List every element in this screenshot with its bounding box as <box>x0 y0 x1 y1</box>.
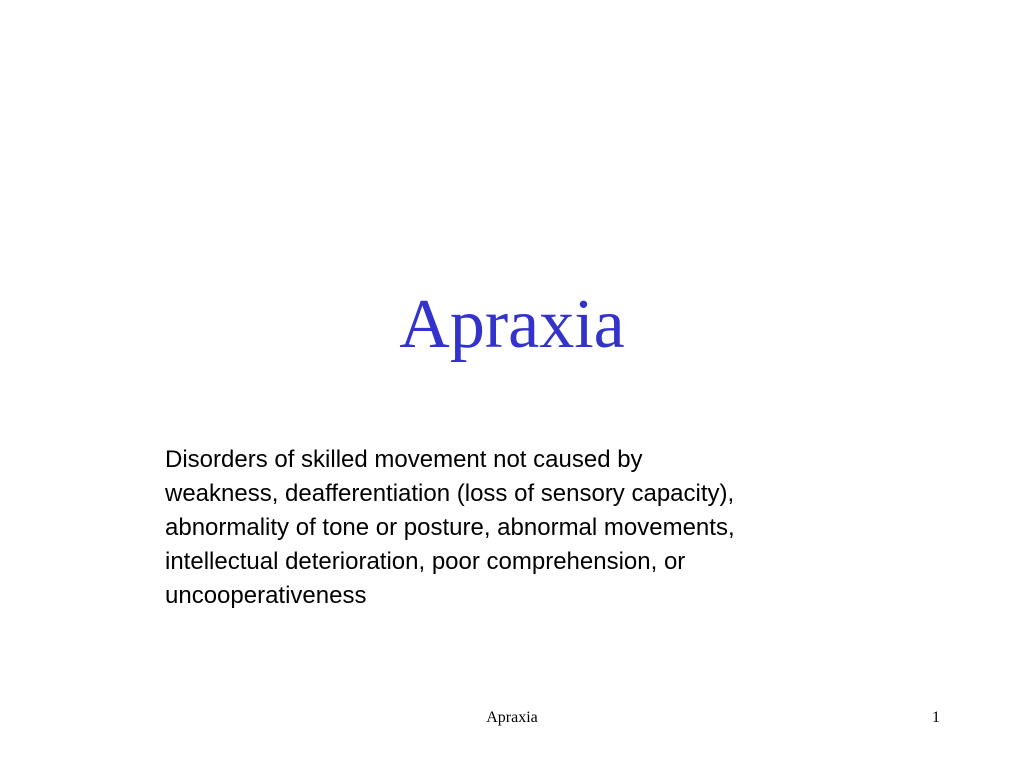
page-number: 1 <box>932 709 940 726</box>
body-line: abnormality of tone or posture, abnormal movements, <box>165 514 735 541</box>
footer-title: Apraxia <box>486 709 538 726</box>
body-line: Disorders of skilled movement not caused by <box>165 446 643 473</box>
slide-title: Apraxia <box>399 286 625 363</box>
body-line: uncooperativeness <box>165 582 367 609</box>
slide-body <box>165 443 865 613</box>
body-line: weakness, deafferentiation (loss of sensory capacity), <box>165 480 735 507</box>
body-line: intellectual deterioration, poor comprehension, or <box>165 548 686 575</box>
